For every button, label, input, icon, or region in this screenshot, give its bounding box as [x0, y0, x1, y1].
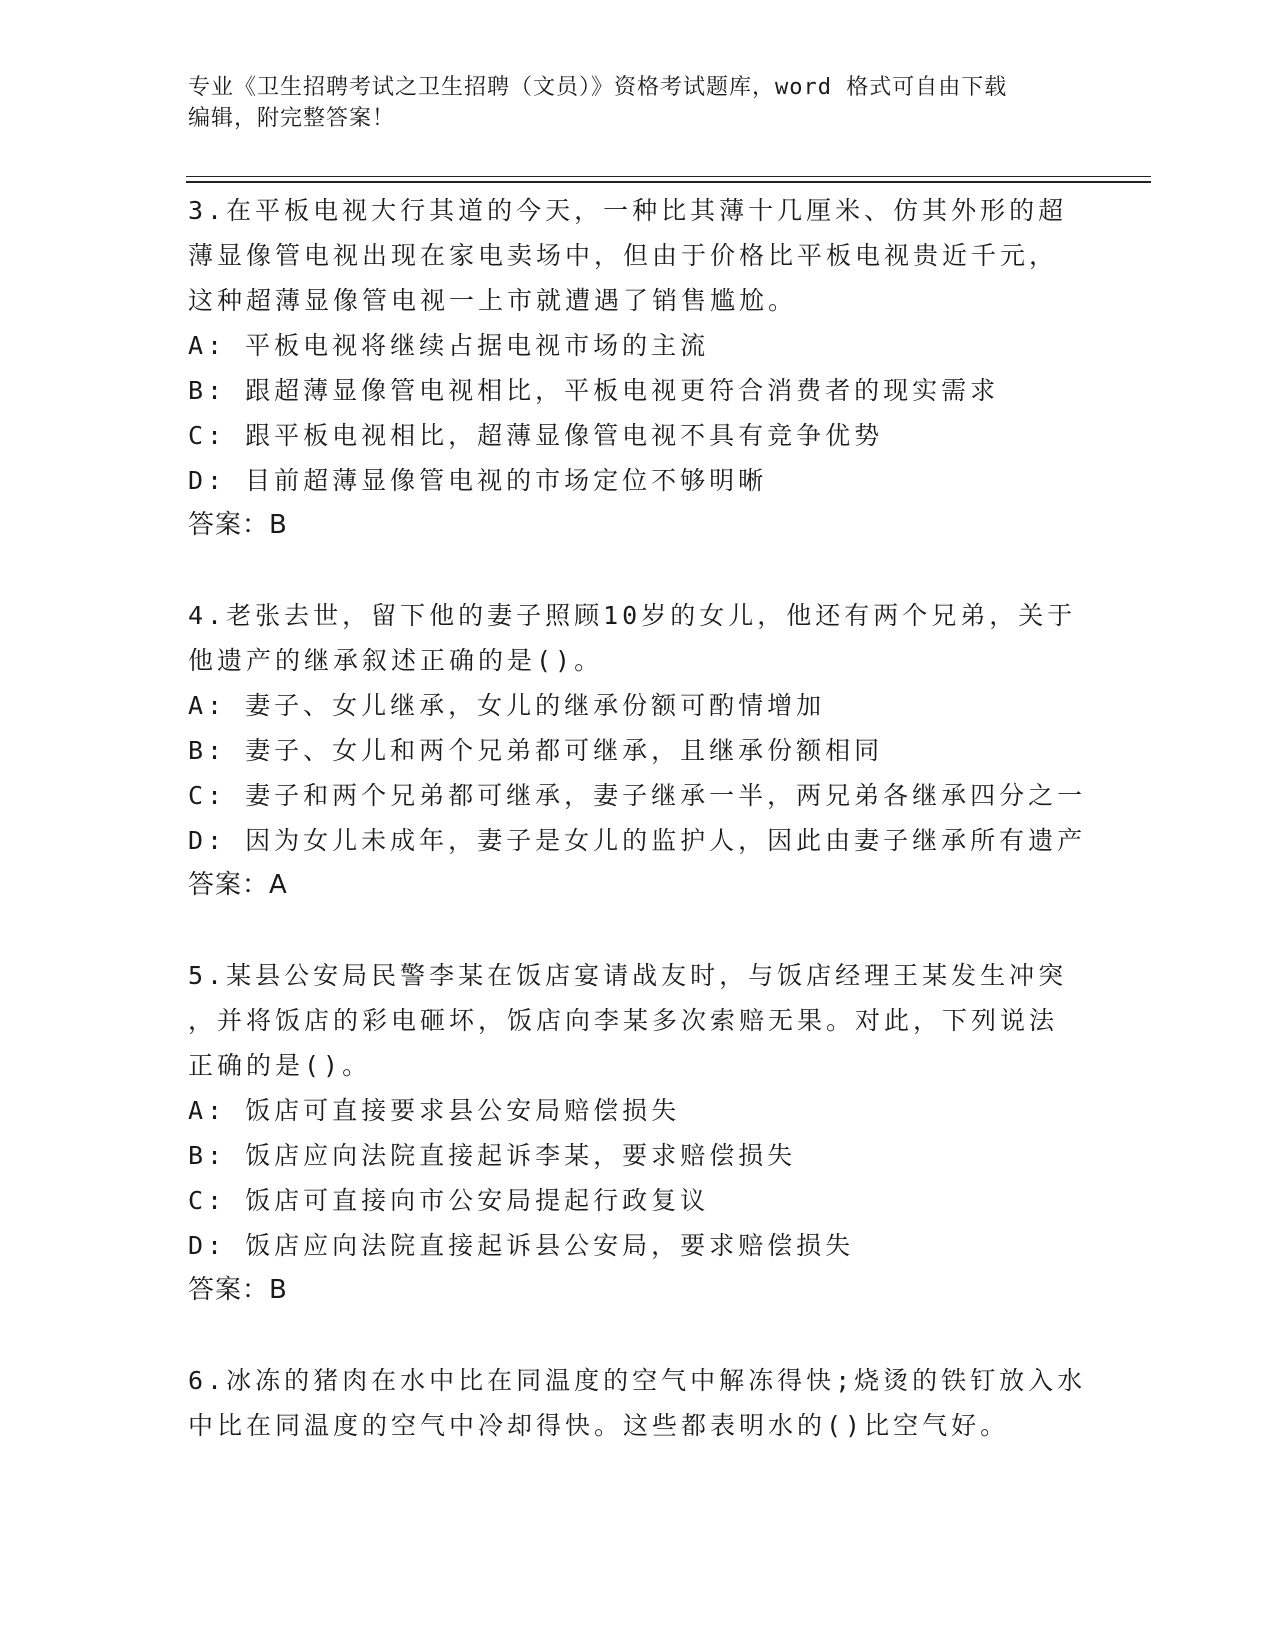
question-3	[188, 188, 1108, 548]
header-divider-thin	[186, 176, 1151, 177]
option-a: A: 妻子、女儿继承，女儿的继承份额可酌情增加	[188, 691, 826, 720]
question-stem-line: 5.某县公安局民警李某在饭店宴请战友时，与饭店经理王某发生冲突	[188, 961, 1068, 990]
question-6	[188, 1358, 1108, 1448]
option-c: C: 妻子和两个兄弟都可继承，妻子继承一半，两兄弟各继承四分之一	[188, 781, 1087, 810]
option-c: C: 饭店可直接向市公安局提起行政复议	[188, 1186, 710, 1215]
option-d: D: 因为女儿未成年，妻子是女儿的监护人，因此由妻子继承所有遗产	[188, 826, 1087, 855]
question-spacer	[188, 548, 1108, 593]
option-d: D: 目前超薄显像管电视的市场定位不够明晰	[188, 466, 768, 495]
question-stem-line: 6.冰冻的猪肉在水中比在同温度的空气中解冻得快;烧烫的铁钉放入水	[188, 1366, 1087, 1395]
question-stem-line: ，并将饭店的彩电砸坏，饭店向李某多次索赔无果。对此，下列说法	[188, 1006, 1059, 1035]
option-d: D: 饭店应向法院直接起诉县公安局，要求赔偿损失	[188, 1231, 855, 1260]
option-a: A: 饭店可直接要求县公安局赔偿损失	[188, 1096, 681, 1125]
option-b: B: 跟超薄显像管电视相比，平板电视更符合消费者的现实需求	[188, 376, 1000, 405]
document-header	[188, 72, 1068, 134]
option-b: B: 饭店应向法院直接起诉李某，要求赔偿损失	[188, 1141, 797, 1170]
option-a: A: 平板电视将继续占据电视市场的主流	[188, 331, 710, 360]
option-c: C: 跟平板电视相比，超薄显像管电视不具有竞争优势	[188, 421, 884, 450]
header-line-1: 专业《卫生招聘考试之卫生招聘（文员）》资格考试题库，word 格式可自由下载	[188, 75, 1008, 100]
answer-label: 答案：B	[188, 510, 288, 540]
question-spacer	[188, 1313, 1108, 1358]
question-stem-line: 4.老张去世，留下他的妻子照顾10岁的女儿，他还有两个兄弟，关于	[188, 601, 1077, 630]
question-list	[188, 188, 1108, 1448]
header-line-2: 编辑，附完整答案！	[188, 106, 396, 131]
question-stem-line: 他遗产的继承叙述正确的是()。	[188, 646, 604, 675]
question-5	[188, 953, 1108, 1313]
question-spacer	[188, 908, 1108, 953]
answer-label: 答案：B	[188, 1275, 288, 1305]
question-stem-line: 中比在同温度的空气中冷却得快。这些都表明水的()比空气好。	[188, 1411, 1010, 1440]
option-b: B: 妻子、女儿和两个兄弟都可继承，且继承份额相同	[188, 736, 884, 765]
question-stem-line: 正确的是()。	[188, 1051, 372, 1080]
question-4	[188, 593, 1108, 908]
question-stem-line: 3.在平板电视大行其道的今天，一种比其薄十几厘米、仿其外形的超	[188, 196, 1068, 225]
header-divider-thick	[186, 181, 1151, 183]
answer-label: 答案：A	[188, 870, 288, 900]
question-stem-line: 这种超薄显像管电视一上市就遭遇了销售尴尬。	[188, 286, 798, 315]
question-stem-line: 薄显像管电视出现在家电卖场中，但由于价格比平板电视贵近千元，	[188, 241, 1059, 270]
